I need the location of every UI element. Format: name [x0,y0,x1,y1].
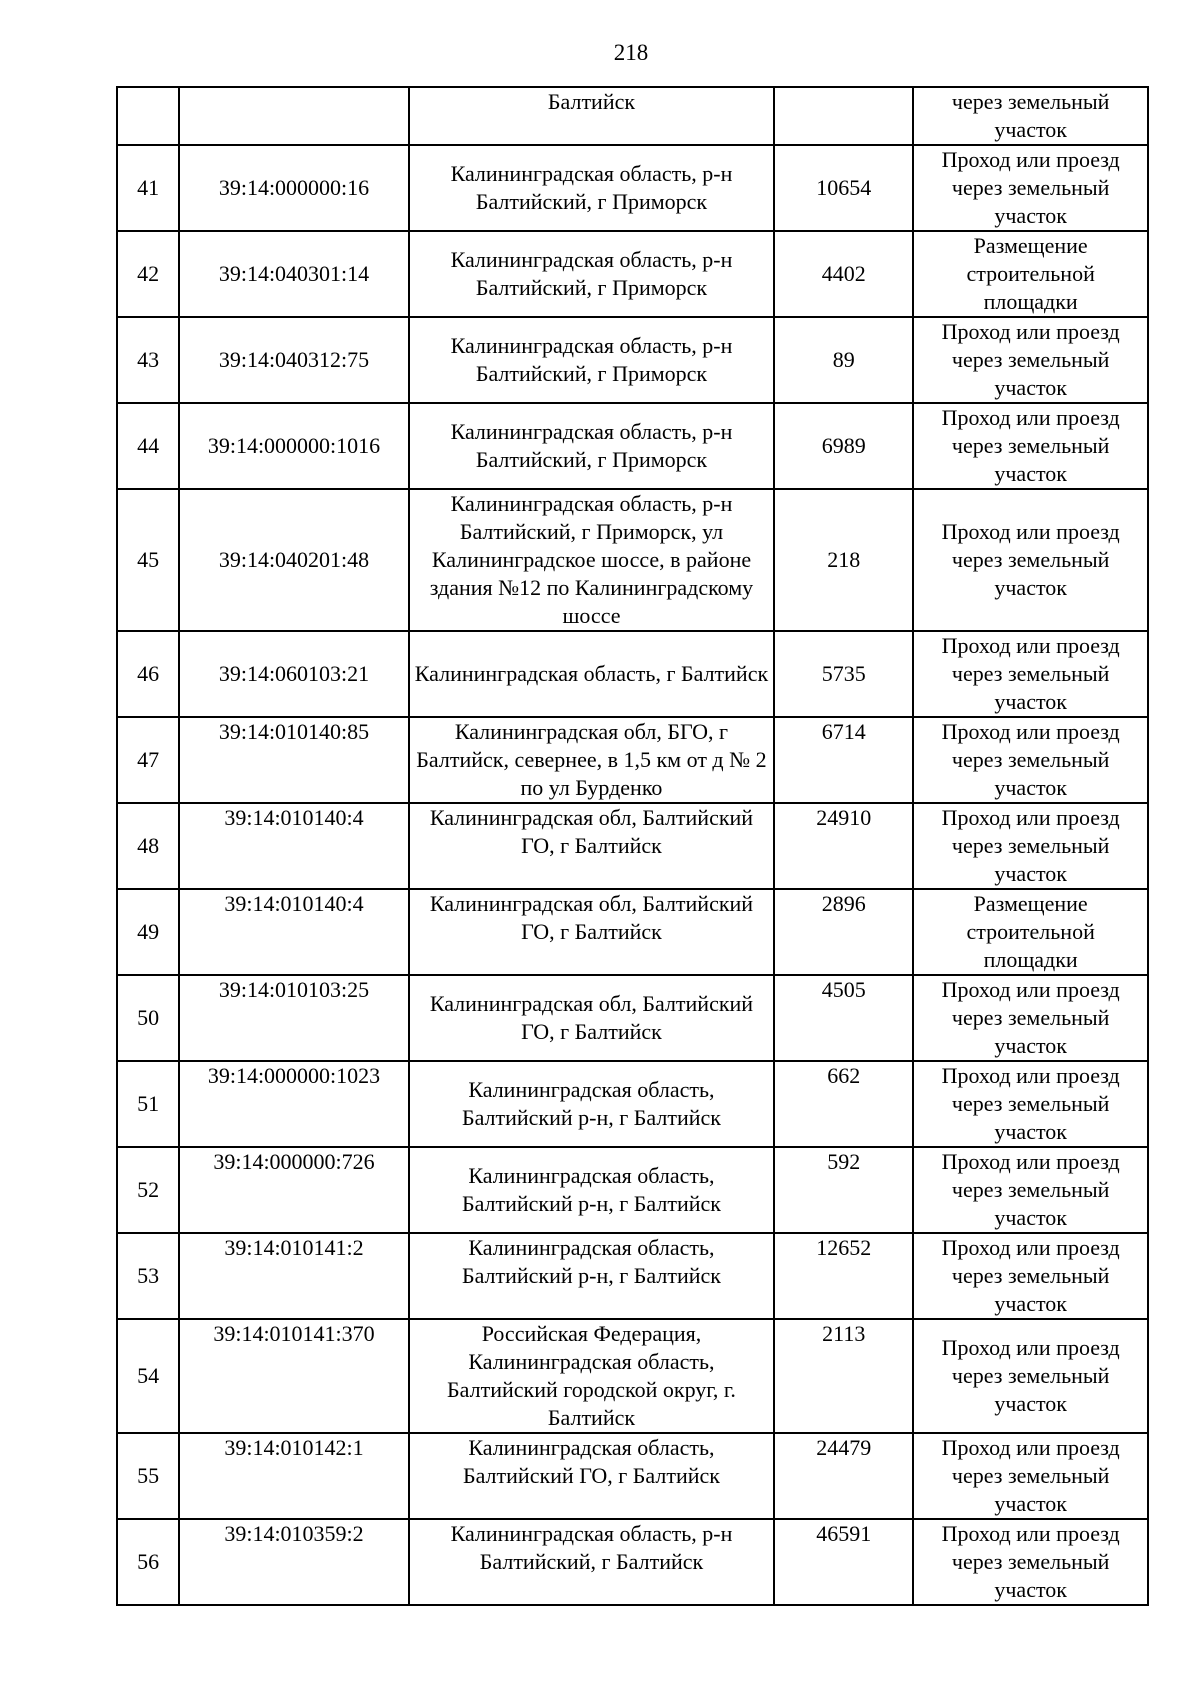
area-sqm-cell: 89 [774,317,913,403]
cadastral-number-cell: 39:14:000000:1016 [179,403,408,489]
area-sqm-cell [774,87,913,145]
address-cell: Калининградская область, р-н Балтийский, г Приморск [409,317,774,403]
cadastral-number-cell: 39:14:000000:726 [179,1147,408,1233]
row-number-cell: 42 [117,231,179,317]
table-row [117,317,1148,403]
cadastral-number-cell: 39:14:040201:48 [179,489,408,631]
purpose-cell: Проход или проезд через земельный участок [913,631,1148,717]
table-row [117,1519,1148,1605]
purpose-cell: Проход или проезд через земельный участок [913,1233,1148,1319]
address-cell: Калининградская область, Балтийский р-н, г Балтийск [409,1147,774,1233]
cadastral-number-cell: 39:14:010141:2 [179,1233,408,1319]
purpose-cell: Проход или проезд через земельный участок [913,1319,1148,1433]
row-number-cell: 48 [117,803,179,889]
purpose-cell: через земельный участок [913,87,1148,145]
cadastral-number-cell: 39:14:010140:85 [179,717,408,803]
area-sqm-cell: 6989 [774,403,913,489]
area-sqm-cell: 24479 [774,1433,913,1519]
area-sqm-cell: 4505 [774,975,913,1061]
table-row [117,87,1148,145]
table-row [117,717,1148,803]
purpose-cell: Размещение строительной площадки [913,231,1148,317]
address-cell: Российская Федерация, Калининградская область, Балтийский городской округ, г. Балтийск [409,1319,774,1433]
purpose-cell: Проход или проезд через земельный участок [913,1061,1148,1147]
area-sqm-cell: 218 [774,489,913,631]
purpose-cell: Проход или проезд через земельный участок [913,145,1148,231]
row-number-cell: 56 [117,1519,179,1605]
cadastral-number-cell: 39:14:060103:21 [179,631,408,717]
row-number-cell: 44 [117,403,179,489]
address-cell: Калининградская область, Балтийский р-н, г Балтийск [409,1061,774,1147]
row-number-cell: 52 [117,1147,179,1233]
cadastral-number-cell: 39:14:040312:75 [179,317,408,403]
purpose-cell: Размещение строительной площадки [913,889,1148,975]
table-row [117,1147,1148,1233]
area-sqm-cell: 662 [774,1061,913,1147]
purpose-cell: Проход или проезд через земельный участок [913,975,1148,1061]
cadastral-number-cell: 39:14:010359:2 [179,1519,408,1605]
area-sqm-cell: 12652 [774,1233,913,1319]
address-cell: Калининградская область, р-н Балтийский, г Балтийск [409,1519,774,1605]
address-cell: Калининградская область, Балтийский ГО, г Балтийск [409,1433,774,1519]
row-number-cell: 47 [117,717,179,803]
table-body [117,87,1148,1605]
table-row [117,231,1148,317]
table-row [117,1233,1148,1319]
address-cell: Калининградская область, р-н Балтийский, г Приморск [409,231,774,317]
row-number-cell: 49 [117,889,179,975]
row-number-cell: 51 [117,1061,179,1147]
cadastral-number-cell: 39:14:000000:16 [179,145,408,231]
row-number-cell: 46 [117,631,179,717]
address-cell: Калининградская область, р-н Балтийский, г Приморск [409,145,774,231]
purpose-cell: Проход или проезд через земельный участок [913,317,1148,403]
page-number: 218 [613,40,649,65]
address-cell: Калининградская область, г Балтийск [409,631,774,717]
table-row [117,1061,1148,1147]
row-number-cell: 43 [117,317,179,403]
table-row [117,145,1148,231]
purpose-cell: Проход или проезд через земельный участок [913,803,1148,889]
area-sqm-cell: 2113 [774,1319,913,1433]
cadastral-number-cell: 39:14:010141:370 [179,1319,408,1433]
cadastral-number-cell: 39:14:010140:4 [179,803,408,889]
purpose-cell: Проход или проезд через земельный участок [913,403,1148,489]
land-plots-table [116,86,1149,1606]
table-row [117,489,1148,631]
cadastral-number-cell: 39:14:000000:1023 [179,1061,408,1147]
table-row [117,889,1148,975]
purpose-cell: Проход или проезд через земельный участок [913,489,1148,631]
address-cell: Калининградская обл, Балтийский ГО, г Балтийск [409,803,774,889]
address-cell: Калининградская область, р-н Балтийский, г Приморск [409,403,774,489]
address-cell: Калининградская область, Балтийский р-н, г Балтийск [409,1233,774,1319]
area-sqm-cell: 10654 [774,145,913,231]
area-sqm-cell: 46591 [774,1519,913,1605]
row-number-cell: 41 [117,145,179,231]
row-number-cell: 45 [117,489,179,631]
area-sqm-cell: 6714 [774,717,913,803]
row-number-cell: 53 [117,1233,179,1319]
cadastral-number-cell: 39:14:010140:4 [179,889,408,975]
cadastral-number-cell: 39:14:010142:1 [179,1433,408,1519]
cadastral-number-cell [179,87,408,145]
purpose-cell: Проход или проезд через земельный участок [913,1147,1148,1233]
row-number-cell: 50 [117,975,179,1061]
table-row [117,803,1148,889]
address-cell: Калининградская обл, БГО, г Балтийск, севернее, в 1,5 км от д № 2 по ул Бурденко [409,717,774,803]
table-row [117,1319,1148,1433]
address-cell: Балтийск [409,87,774,145]
row-number-cell: 54 [117,1319,179,1433]
area-sqm-cell: 4402 [774,231,913,317]
table-row [117,631,1148,717]
row-number-cell: 55 [117,1433,179,1519]
cadastral-number-cell: 39:14:040301:14 [179,231,408,317]
address-cell: Калининградская область, р-н Балтийский, г Приморск, ул Калининградское шоссе, в районе здания №12 по Калининградскому шоссе [409,489,774,631]
purpose-cell: Проход или проезд через земельный участок [913,1519,1148,1605]
address-cell: Калининградская обл, Балтийский ГО, г Балтийск [409,889,774,975]
row-number-cell [117,87,179,145]
table-row [117,1433,1148,1519]
purpose-cell: Проход или проезд через земельный участок [913,717,1148,803]
area-sqm-cell: 5735 [774,631,913,717]
table-row [117,403,1148,489]
area-sqm-cell: 592 [774,1147,913,1233]
address-cell: Калининградская обл, Балтийский ГО, г Балтийск [409,975,774,1061]
area-sqm-cell: 2896 [774,889,913,975]
table-row [117,975,1148,1061]
area-sqm-cell: 24910 [774,803,913,889]
purpose-cell: Проход или проезд через земельный участок [913,1433,1148,1519]
cadastral-number-cell: 39:14:010103:25 [179,975,408,1061]
